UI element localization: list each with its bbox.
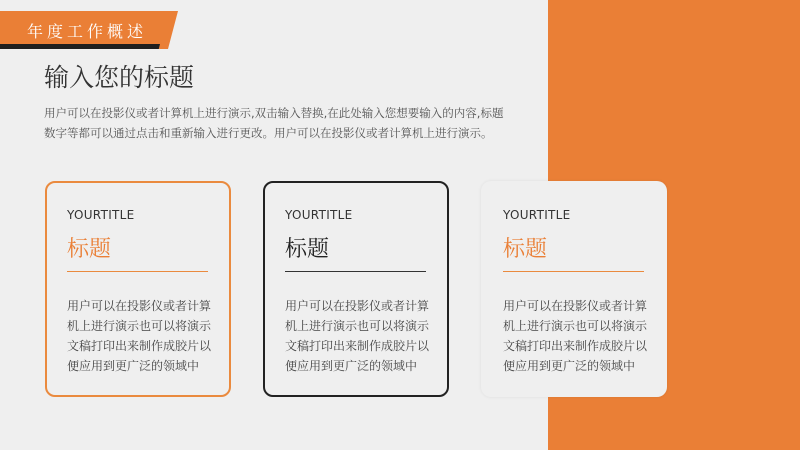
content-card [263, 181, 449, 397]
card-body-text: 用户可以在投影仪或者计算机上进行演示也可以将演示文稿打印出来制作成胶片以便应用到更广泛的领域中 [67, 299, 212, 373]
card-divider [285, 271, 426, 272]
section-header-label: 年度工作概述 [27, 22, 148, 41]
card-eyebrow: YOURTITLE [67, 208, 135, 222]
card-body-text: 用户可以在投影仪或者计算机上进行演示也可以将演示文稿打印出来制作成胶片以便应用到更广泛的领域中 [285, 299, 430, 373]
content-card [481, 181, 667, 397]
content-card [45, 181, 231, 397]
intro-paragraph: 用户可以在投影仪或者计算机上进行演示,双击输入替换,在此处输入您想要输入的内容,标题数字等都可以通过点击和重新输入进行更改。用户可以在投影仪或者计算机上进行演示。 [44, 106, 504, 140]
card-divider [503, 271, 644, 272]
card-divider [67, 271, 208, 272]
card-heading: 标题 [67, 237, 112, 262]
card-heading: 标题 [285, 237, 330, 262]
card-body-text: 用户可以在投影仪或者计算机上进行演示也可以将演示文稿打印出来制作成胶片以便应用到更广泛的领域中 [503, 299, 648, 373]
page-title: 输入您的标题 [44, 63, 195, 92]
card-eyebrow: YOURTITLE [285, 208, 353, 222]
card-heading: 标题 [503, 237, 548, 262]
section-header-tag [0, 11, 178, 49]
card-eyebrow: YOURTITLE [503, 208, 571, 222]
